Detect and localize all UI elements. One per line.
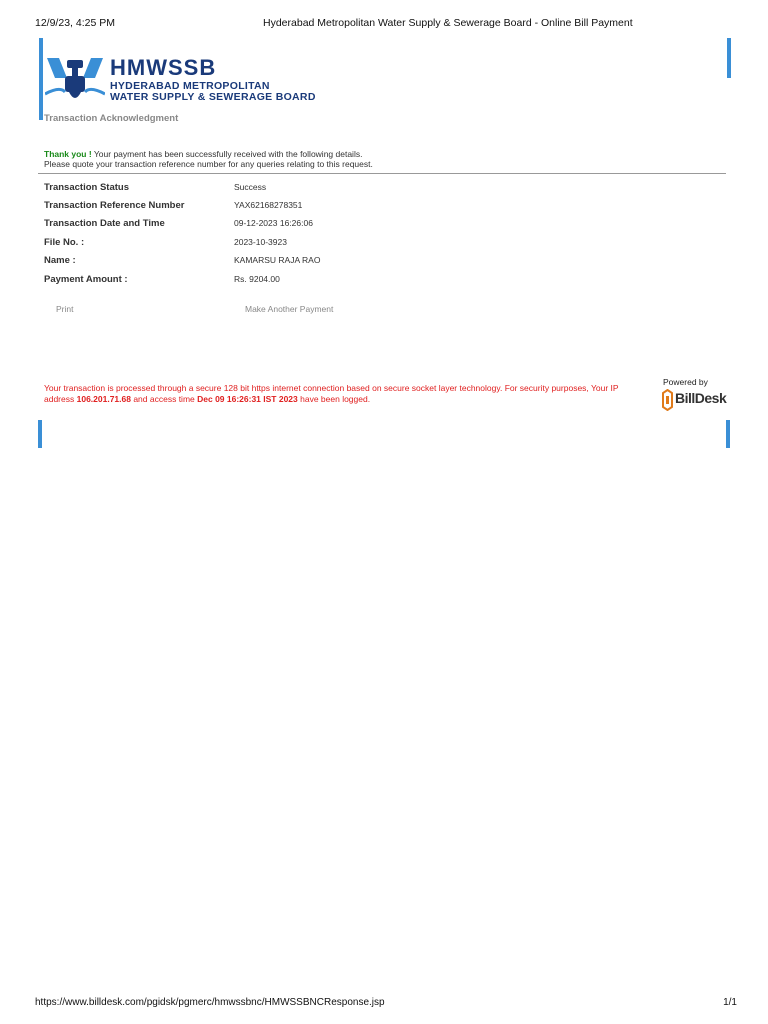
print-title: Hyderabad Metropolitan Water Supply & Sewerage Board - Online Bill Payment [263, 17, 633, 29]
access-time: Dec 09 16:26:31 IST 2023 [197, 394, 298, 404]
thank-you-label: Thank you ! [44, 149, 92, 159]
detail-label: Transaction Reference Number [44, 200, 185, 211]
frame-bar-bottom-right [726, 420, 730, 448]
detail-value: Rs. 9204.00 [234, 274, 280, 284]
print-date: 12/9/23, 4:25 PM [35, 17, 115, 29]
detail-label: Name : [44, 255, 76, 266]
billdesk-name: BillDesk [675, 390, 727, 406]
detail-label: Transaction Status [44, 182, 129, 193]
security-text-2: and access time [130, 394, 198, 404]
security-text-1: Your transaction is processed through a secure 128 bit https internet connection based on secure socket layer technology. For security purposes, Your IP address [44, 383, 619, 404]
detail-row-amount [44, 274, 544, 288]
powered-by-label: Powered by [663, 377, 708, 387]
make-another-payment-button[interactable]: Make Another Payment [245, 304, 334, 314]
section-divider [38, 173, 726, 174]
logo-subtitle-line1: HYDERABAD METROPOLITAN [110, 80, 270, 92]
security-notice [44, 383, 634, 405]
frame-bar-top-right [727, 38, 731, 78]
detail-label: Transaction Date and Time [44, 218, 165, 229]
hmwssb-logo [45, 56, 325, 106]
water-tap-logo-icon [45, 56, 105, 106]
detail-value: 09-12-2023 16:26:06 [234, 218, 313, 228]
logo-brand: HMWSSB [110, 55, 217, 80]
billdesk-badge [660, 377, 727, 413]
billdesk-shield-icon [662, 389, 673, 411]
detail-label: Payment Amount : [44, 274, 128, 285]
detail-row-reference [44, 200, 544, 214]
print-header [35, 17, 735, 31]
detail-value: 2023-10-3923 [234, 237, 287, 247]
logo-subtitle-line2: WATER SUPPLY & SEWERAGE BOARD [110, 91, 316, 103]
frame-bar-bottom-left [38, 420, 42, 448]
frame-bar-top-left [39, 38, 43, 120]
thank-you-message [44, 149, 373, 169]
thank-you-line2: Please quote your transaction reference number for any queries relating to this request. [44, 159, 373, 169]
detail-value: KAMARSU RAJA RAO [234, 255, 321, 265]
ip-address: 106.201.71.68 [76, 394, 131, 404]
print-button[interactable]: Print [56, 304, 74, 314]
detail-row-status [44, 182, 544, 196]
page-title: Transaction Acknowledgment [44, 113, 179, 124]
detail-value: YAX62168278351 [234, 200, 303, 210]
security-text-3: have been logged. [297, 394, 371, 404]
detail-row-file-no [44, 237, 544, 251]
detail-value: Success [234, 182, 267, 192]
detail-row-datetime [44, 218, 544, 232]
detail-label: File No. : [44, 237, 85, 248]
detail-row-name [44, 255, 544, 269]
thank-you-line1: Your payment has been successfully received with the following details. [91, 149, 363, 159]
page-url: https://www.billdesk.com/pgidsk/pgmerc/hmwssbnc/HMWSSBNCResponse.jsp [35, 997, 385, 1008]
page-number: 1/1 [723, 997, 737, 1008]
